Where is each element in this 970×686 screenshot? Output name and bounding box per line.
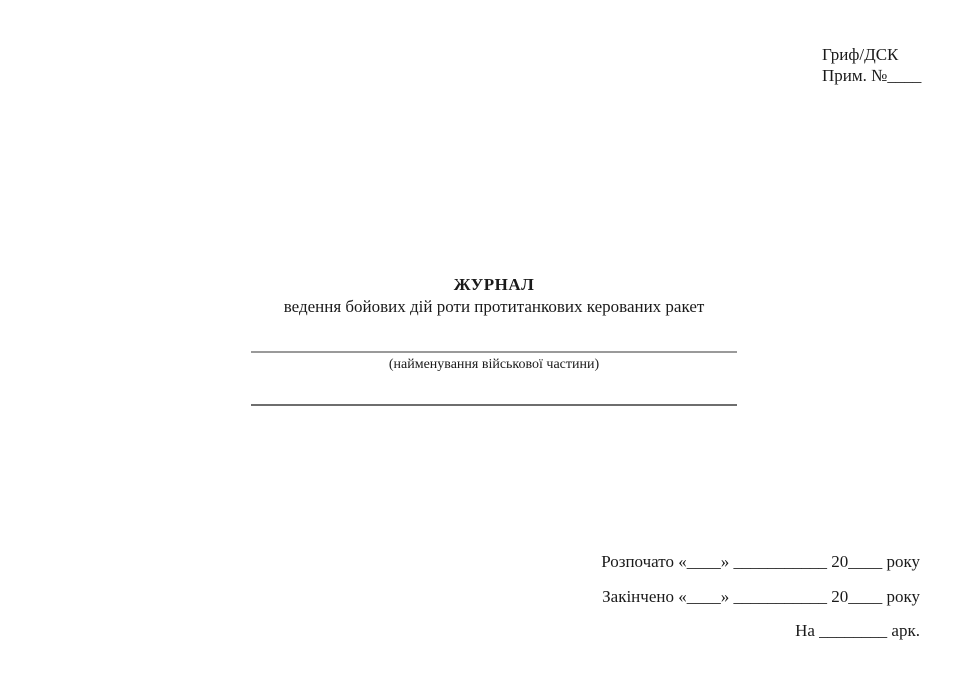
unit-name-fill-line-top: [251, 351, 737, 353]
document-subtitle: ведення бойових дій роти протитанкових керованих ракет: [283, 297, 705, 316]
dates-block: [601, 552, 920, 641]
unit-name-fill-line-bottom: [251, 404, 737, 406]
unit-name-caption: (найменування військової частини): [388, 357, 600, 372]
sheets-count-line: На ________ арк.: [795, 621, 920, 640]
classification-grif-label: Гриф/ДСК: [822, 45, 899, 64]
document-title-block: [251, 275, 737, 317]
started-date-line: Розпочато «____» ___________ 20____ року: [601, 552, 920, 571]
document-title: ЖУРНАЛ: [453, 275, 535, 294]
classification-block: [822, 44, 921, 86]
finished-date-line: Закінчено «____» ___________ 20____ року: [602, 587, 920, 606]
copy-number-label: Прим. №____: [822, 66, 922, 85]
